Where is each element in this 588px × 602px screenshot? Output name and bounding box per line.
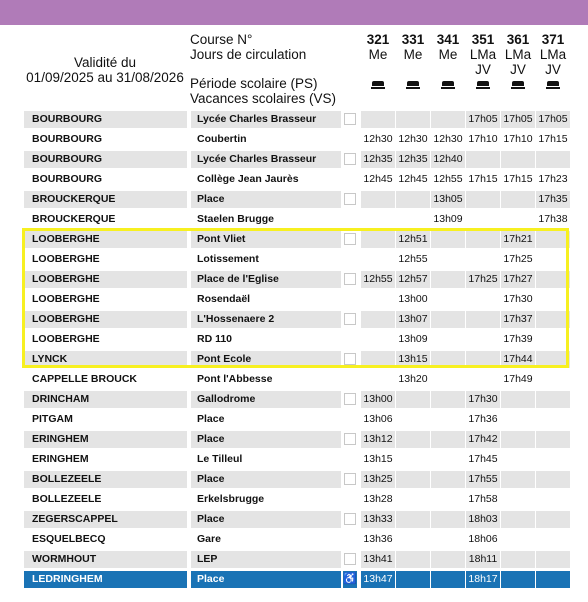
- departure-time: 17h39: [503, 333, 533, 345]
- departure-time: 17h05: [501, 111, 535, 128]
- accessibility-cell: [343, 151, 357, 168]
- departure-time: [396, 431, 430, 448]
- departure-time: [536, 491, 570, 508]
- stop-name: Place: [191, 431, 341, 448]
- bus-icon: [371, 81, 385, 89]
- bus-icon: [406, 81, 420, 89]
- stop-name: Lotissement: [197, 253, 259, 265]
- table-row: [0, 271, 588, 288]
- departure-time: [536, 331, 570, 348]
- departure-time: 17h10: [468, 133, 498, 145]
- departure-time: [466, 151, 500, 168]
- departure-time: 17h21: [501, 231, 535, 248]
- stop-name: Place: [191, 471, 341, 488]
- departure-time: 12h51: [396, 231, 430, 248]
- stop-name: Collège Jean Jaurès: [197, 173, 299, 185]
- stop-name: Rosendaël: [197, 293, 251, 305]
- empty-checkbox-icon: [344, 553, 356, 565]
- course-days: Me: [438, 47, 458, 62]
- departure-time: [536, 251, 570, 268]
- bus-icon: [476, 81, 490, 89]
- departure-time: [501, 551, 535, 568]
- departure-time: [361, 351, 395, 368]
- departure-time: 13h15: [396, 351, 430, 368]
- course-days: Me: [403, 47, 423, 62]
- departure-time: [361, 311, 395, 328]
- departure-time: [536, 151, 570, 168]
- departure-time: [396, 111, 430, 128]
- departure-time: [466, 311, 500, 328]
- stop-name: Lycée Charles Brasseur: [191, 111, 341, 128]
- departure-time: [431, 351, 465, 368]
- departure-time: [396, 551, 430, 568]
- table-row: [0, 111, 588, 128]
- departure-time: [536, 411, 570, 428]
- departure-time: [431, 371, 465, 388]
- city-name: LOOBERGHE: [24, 311, 187, 328]
- city-name: LEDRINGHEM: [24, 571, 187, 588]
- school-holidays-label: Vacances scolaires (VS): [190, 91, 337, 106]
- departure-time: 17h15: [503, 173, 533, 185]
- departure-time: 12h35: [361, 151, 395, 168]
- course-header-2: [431, 32, 465, 89]
- departure-time: 12h30: [363, 133, 393, 145]
- stop-name: Place: [191, 571, 341, 588]
- departure-time: [536, 371, 570, 388]
- bus-icon: [441, 81, 455, 89]
- wheelchair-icon: ♿: [343, 573, 357, 585]
- departure-time: 13h28: [363, 493, 393, 505]
- departure-time: 13h36: [363, 533, 393, 545]
- departure-time: 13h12: [361, 431, 395, 448]
- stop-name: L'Hossenaere 2: [191, 311, 341, 328]
- departure-time: [536, 231, 570, 248]
- departure-time: [501, 451, 535, 468]
- course-number-label: Course N°: [190, 32, 253, 47]
- departure-time: 17h10: [503, 133, 533, 145]
- course-number: 321: [366, 32, 390, 47]
- course-days: LMa: [504, 47, 532, 62]
- departure-time: 13h20: [398, 373, 428, 385]
- departure-time: 18h03: [466, 511, 500, 528]
- city-name: ESQUELBECQ: [32, 533, 106, 545]
- course-number: 341: [436, 32, 460, 47]
- departure-time: 17h15: [468, 173, 498, 185]
- stop-name: Gallodrome: [191, 391, 341, 408]
- city-name: ZEGERSCAPPEL: [24, 511, 187, 528]
- table-row: [0, 311, 588, 328]
- departure-time: [536, 531, 570, 548]
- departure-time: [431, 331, 465, 348]
- table-row: [0, 431, 588, 448]
- departure-time: [501, 191, 535, 208]
- table-row: [0, 391, 588, 408]
- departure-time: [501, 531, 535, 548]
- stop-name: Place de l'Eglise: [191, 271, 341, 288]
- empty-checkbox-icon: [344, 473, 356, 485]
- departure-time: [361, 371, 395, 388]
- departure-time: [466, 291, 500, 308]
- course-header-0: [361, 32, 395, 89]
- departure-time: 17h30: [503, 293, 533, 305]
- city-name: LOOBERGHE: [32, 293, 100, 305]
- departure-time: [396, 571, 430, 588]
- table-row: [0, 571, 588, 588]
- departure-time: [431, 531, 465, 548]
- course-header-5: [536, 32, 570, 89]
- city-name: BOURBOURG: [32, 173, 102, 185]
- stop-name: Erkelsbrugge: [197, 493, 265, 505]
- accessibility-cell: [343, 391, 357, 408]
- departure-time: [431, 271, 465, 288]
- accessibility-cell: [343, 471, 357, 488]
- header-labels: [190, 32, 336, 106]
- city-name: LYNCK: [24, 351, 187, 368]
- stop-name: Place: [197, 413, 225, 425]
- departure-time: 17h05: [466, 111, 500, 128]
- empty-checkbox-icon: [344, 393, 356, 405]
- departure-time: 13h41: [361, 551, 395, 568]
- table-row: [0, 451, 588, 468]
- city-name: ERINGHEM: [24, 431, 187, 448]
- departure-time: 17h35: [536, 191, 570, 208]
- departure-time: [466, 191, 500, 208]
- departure-time: [466, 211, 500, 228]
- departure-time: 18h17: [466, 571, 500, 588]
- departure-time: 17h38: [538, 213, 568, 225]
- departure-time: [396, 411, 430, 428]
- stop-name: Pont l'Abbesse: [197, 373, 273, 385]
- departure-time: [431, 551, 465, 568]
- departure-time: [466, 251, 500, 268]
- departure-time: [396, 391, 430, 408]
- departure-time: 17h25: [503, 253, 533, 265]
- table-row: [0, 191, 588, 208]
- accessibility-cell: [343, 171, 357, 188]
- table-row: [0, 471, 588, 488]
- departure-time: [501, 491, 535, 508]
- city-name: BOLLEZEELE: [32, 493, 102, 505]
- departure-time: [396, 191, 430, 208]
- city-name: DRINCHAM: [24, 391, 187, 408]
- table-row: [0, 331, 588, 348]
- city-name: PITGAM: [32, 413, 73, 425]
- stop-name: Place: [191, 191, 341, 208]
- departure-time: 12h45: [363, 173, 393, 185]
- departure-time: [536, 271, 570, 288]
- city-name: BOURBOURG: [24, 151, 187, 168]
- departure-time: [431, 391, 465, 408]
- stop-name: Coubertin: [197, 133, 247, 145]
- departure-time: 17h23: [538, 173, 568, 185]
- empty-checkbox-icon: [344, 113, 356, 125]
- empty-checkbox-icon: [344, 273, 356, 285]
- departure-time: [431, 411, 465, 428]
- stop-name: Lycée Charles Brasseur: [191, 151, 341, 168]
- stop-name: Pont Ecole: [191, 351, 341, 368]
- stop-name: LEP: [191, 551, 341, 568]
- accessibility-cell: [343, 451, 357, 468]
- table-row: [0, 231, 588, 248]
- stop-name: Place: [191, 511, 341, 528]
- departure-time: 12h55: [398, 253, 428, 265]
- table-row: [0, 151, 588, 168]
- accessibility-cell: [343, 251, 357, 268]
- school-period-label: Période scolaire (PS): [190, 76, 318, 91]
- departure-time: 13h25: [361, 471, 395, 488]
- table-row: [0, 291, 588, 308]
- departure-time: [501, 211, 535, 228]
- table-row: [0, 531, 588, 548]
- days-label: Jours de circulation: [190, 47, 307, 62]
- departure-time: [361, 291, 395, 308]
- course-days: LMa: [469, 47, 497, 62]
- empty-checkbox-icon: [344, 353, 356, 365]
- accessibility-cell: [343, 211, 357, 228]
- accessibility-cell: [343, 371, 357, 388]
- departure-time: [431, 251, 465, 268]
- empty-checkbox-icon: [344, 233, 356, 245]
- departure-time: 12h55: [433, 173, 463, 185]
- city-name: LOOBERGHE: [32, 253, 100, 265]
- departure-time: [396, 511, 430, 528]
- accessibility-cell: [343, 111, 357, 128]
- departure-time: [536, 311, 570, 328]
- departure-time: 12h35: [396, 151, 430, 168]
- departure-time: [361, 191, 395, 208]
- departure-time: [396, 491, 430, 508]
- departure-time: 13h00: [361, 391, 395, 408]
- departure-time: [466, 331, 500, 348]
- accessibility-cell: [343, 531, 357, 548]
- departure-time: 17h30: [466, 391, 500, 408]
- accessibility-cell: [343, 431, 357, 448]
- city-name: BOLLEZEELE: [24, 471, 187, 488]
- course-days: LMa: [539, 47, 567, 62]
- stop-name: Pont Vliet: [191, 231, 341, 248]
- departure-time: [431, 311, 465, 328]
- top-color-bar: [0, 0, 588, 25]
- empty-checkbox-icon: [344, 313, 356, 325]
- stop-name: Le Tilleul: [197, 453, 243, 465]
- departure-time: [431, 231, 465, 248]
- departure-time: 13h07: [396, 311, 430, 328]
- departure-time: [536, 571, 570, 588]
- validity-label: Validité du: [73, 55, 137, 70]
- city-name: ERINGHEM: [32, 453, 89, 465]
- accessibility-cell: [343, 351, 357, 368]
- departure-time: 17h55: [466, 471, 500, 488]
- course-days: JV: [510, 62, 526, 77]
- departure-time: 12h57: [396, 271, 430, 288]
- departure-time: [396, 211, 430, 228]
- stop-name: Gare: [197, 533, 221, 545]
- bus-icon: [511, 81, 525, 89]
- bus-icon: [546, 81, 560, 89]
- departure-time: 12h30: [433, 133, 463, 145]
- departure-time: [396, 531, 430, 548]
- departure-time: 12h45: [398, 173, 428, 185]
- departure-time: [501, 471, 535, 488]
- city-name: BOURBOURG: [24, 111, 187, 128]
- accessibility-cell: [343, 411, 357, 428]
- departure-time: [466, 371, 500, 388]
- departure-time: 17h44: [501, 351, 535, 368]
- departure-time: 18h11: [466, 551, 500, 568]
- departure-time: [501, 411, 535, 428]
- departure-time: [431, 451, 465, 468]
- departure-time: [431, 571, 465, 588]
- empty-checkbox-icon: [344, 153, 356, 165]
- departure-time: 17h45: [468, 453, 498, 465]
- empty-checkbox-icon: [344, 513, 356, 525]
- accessibility-cell: [343, 231, 357, 248]
- course-number: 371: [541, 32, 565, 47]
- departure-time: [536, 431, 570, 448]
- course-number: 361: [506, 32, 530, 47]
- city-name: LOOBERGHE: [24, 231, 187, 248]
- city-name: LOOBERGHE: [32, 333, 100, 345]
- accessibility-cell: [343, 311, 357, 328]
- departure-time: 17h25: [466, 271, 500, 288]
- departure-time: 13h05: [431, 191, 465, 208]
- departure-time: [536, 511, 570, 528]
- departure-time: [501, 391, 535, 408]
- table-row: [0, 211, 588, 228]
- course-header-3: [466, 32, 500, 89]
- departure-time: 12h55: [361, 271, 395, 288]
- departure-time: [536, 291, 570, 308]
- departure-time: [431, 471, 465, 488]
- departure-time: 13h33: [361, 511, 395, 528]
- departure-time: [361, 111, 395, 128]
- course-header-1: [396, 32, 430, 89]
- city-name: BROUCKERQUE: [24, 191, 187, 208]
- accessibility-cell: [343, 571, 357, 588]
- departure-time: [536, 551, 570, 568]
- table-row: [0, 491, 588, 508]
- city-name: BOURBOURG: [32, 133, 102, 145]
- validity-period: [22, 55, 188, 85]
- departure-time: [361, 331, 395, 348]
- departure-time: [466, 351, 500, 368]
- course-days: Me: [368, 47, 388, 62]
- city-name: LOOBERGHE: [24, 271, 187, 288]
- departure-time: 17h42: [466, 431, 500, 448]
- accessibility-cell: [343, 551, 357, 568]
- departure-time: 17h05: [536, 111, 570, 128]
- table-row: [0, 411, 588, 428]
- departure-time: 13h47: [361, 571, 395, 588]
- table-row: [0, 511, 588, 528]
- departure-time: 13h09: [398, 333, 428, 345]
- departure-time: [431, 431, 465, 448]
- departure-time: 17h15: [538, 133, 568, 145]
- table-row: [0, 171, 588, 188]
- departure-time: 18h06: [468, 533, 498, 545]
- departure-time: 13h06: [363, 413, 393, 425]
- stop-name: Staelen Brugge: [197, 213, 275, 225]
- city-name: BROUCKERQUE: [32, 213, 116, 225]
- accessibility-cell: [343, 491, 357, 508]
- course-header-4: [501, 32, 535, 89]
- departure-time: [396, 451, 430, 468]
- departure-time: [501, 571, 535, 588]
- departure-time: [466, 231, 500, 248]
- departure-time: [536, 471, 570, 488]
- departure-time: 13h00: [398, 293, 428, 305]
- departure-time: 17h49: [503, 373, 533, 385]
- departure-time: 12h40: [431, 151, 465, 168]
- stop-name: RD 110: [197, 333, 233, 345]
- course-number: 331: [401, 32, 425, 47]
- departure-time: 13h15: [363, 453, 393, 465]
- table-row: [0, 551, 588, 568]
- departure-time: [431, 291, 465, 308]
- departure-time: [501, 511, 535, 528]
- departure-time: 12h30: [398, 133, 428, 145]
- departure-time: 13h09: [433, 213, 463, 225]
- validity-dates: 01/09/2025 au 31/08/2026: [26, 70, 184, 85]
- departure-time: 17h36: [468, 413, 498, 425]
- departure-time: [431, 491, 465, 508]
- accessibility-cell: [343, 271, 357, 288]
- departure-time: [536, 451, 570, 468]
- departure-time: [536, 351, 570, 368]
- accessibility-cell: [343, 131, 357, 148]
- course-days: JV: [475, 62, 491, 77]
- city-name: WORMHOUT: [24, 551, 187, 568]
- accessibility-cell: [343, 291, 357, 308]
- city-name: CAPPELLE BROUCK: [32, 373, 138, 385]
- departure-time: [361, 231, 395, 248]
- departure-time: 17h58: [468, 493, 498, 505]
- course-number: 351: [471, 32, 495, 47]
- departure-time: [361, 251, 395, 268]
- departure-time: 17h27: [501, 271, 535, 288]
- departure-time: [501, 151, 535, 168]
- table-row: [0, 251, 588, 268]
- departure-time: [431, 111, 465, 128]
- empty-checkbox-icon: [344, 433, 356, 445]
- course-days: JV: [545, 62, 561, 77]
- departure-time: [431, 511, 465, 528]
- departure-time: [501, 431, 535, 448]
- table-row: [0, 351, 588, 368]
- empty-checkbox-icon: [344, 193, 356, 205]
- table-row: [0, 371, 588, 388]
- departure-time: [536, 391, 570, 408]
- departure-time: [361, 211, 395, 228]
- table-row: [0, 131, 588, 148]
- accessibility-cell: [343, 511, 357, 528]
- departure-time: [396, 471, 430, 488]
- accessibility-cell: [343, 191, 357, 208]
- departure-time: 17h37: [501, 311, 535, 328]
- accessibility-cell: [343, 331, 357, 348]
